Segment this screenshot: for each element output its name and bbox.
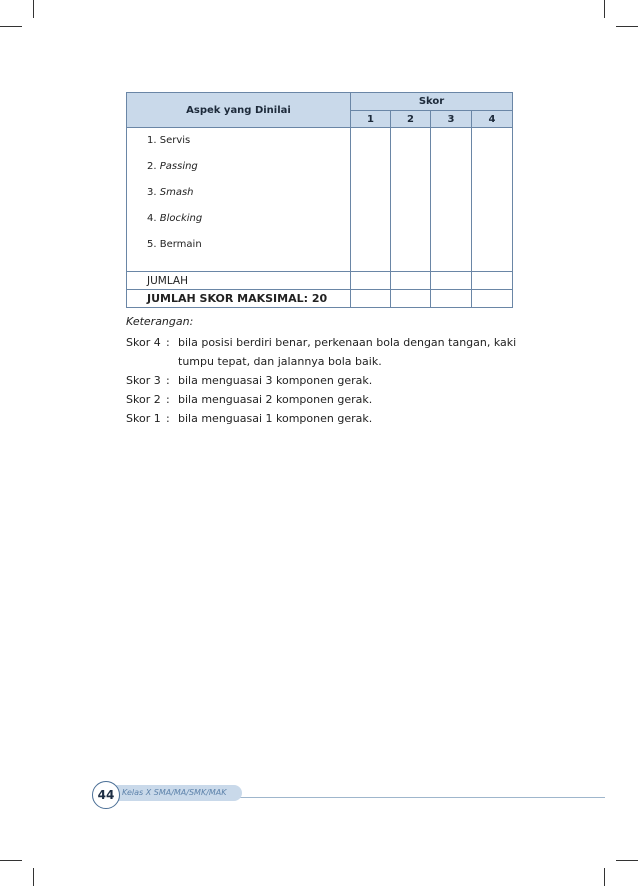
- max-total-label: JUMLAH SKOR MAKSIMAL: 20: [127, 290, 351, 308]
- aspect-item: 5. Bermain: [147, 239, 202, 250]
- aspect-header: Aspek yang Dinilai: [127, 93, 351, 128]
- note-label: Skor 4: [126, 336, 161, 349]
- crop-mark: [0, 860, 22, 861]
- total-cell[interactable]: [431, 272, 472, 290]
- max-total-cell[interactable]: [391, 290, 431, 308]
- note-row: [126, 371, 526, 390]
- note-label: Skor 3: [126, 374, 161, 387]
- note-text: bila menguasai 1 komponen gerak.: [178, 412, 373, 425]
- assessment-table: [126, 92, 513, 308]
- aspect-item: 1. Servis: [147, 135, 191, 146]
- score-cell[interactable]: [472, 128, 513, 272]
- crop-mark: [616, 860, 638, 861]
- crop-mark: [33, 868, 34, 886]
- note-text: bila menguasai 3 komponen gerak.: [178, 374, 373, 387]
- crop-mark: [616, 26, 638, 27]
- crop-mark: [0, 26, 22, 27]
- note-row: [126, 333, 526, 371]
- note-separator: :: [166, 412, 170, 425]
- total-label: JUMLAH: [127, 272, 351, 290]
- score-col-3: 3: [431, 111, 472, 128]
- score-cell[interactable]: [351, 128, 391, 272]
- crop-mark: [604, 868, 605, 886]
- max-total-cell[interactable]: [351, 290, 391, 308]
- footer-book-title: Kelas X SMA/MA/SMK/MAK: [114, 785, 242, 801]
- note-separator: :: [166, 336, 170, 349]
- score-col-4: 4: [472, 111, 513, 128]
- crop-mark: [33, 0, 34, 18]
- score-header: Skor: [351, 93, 513, 111]
- aspect-list: [127, 128, 351, 272]
- aspect-item: 3. Smash: [147, 187, 194, 198]
- note-separator: :: [166, 374, 170, 387]
- total-cell[interactable]: [351, 272, 391, 290]
- note-separator: :: [166, 393, 170, 406]
- score-cell[interactable]: [391, 128, 431, 272]
- notes-section: [126, 312, 526, 428]
- crop-mark: [604, 0, 605, 18]
- aspect-item: 4. Blocking: [147, 213, 203, 224]
- note-row: [126, 390, 526, 409]
- note-label: Skor 2: [126, 393, 161, 406]
- score-col-2: 2: [391, 111, 431, 128]
- note-text: bila menguasai 2 komponen gerak.: [178, 393, 373, 406]
- score-cell[interactable]: [431, 128, 472, 272]
- total-cell[interactable]: [391, 272, 431, 290]
- page-number: 44: [92, 781, 120, 809]
- note-label: Skor 1: [126, 412, 161, 425]
- total-cell[interactable]: [472, 272, 513, 290]
- score-col-1: 1: [351, 111, 391, 128]
- aspect-item: 2. Passing: [147, 161, 198, 172]
- note-row: [126, 409, 526, 428]
- note-text: bila posisi berdiri benar, perkenaan bola dengan tangan, kaki tumpu tepat, dan jalannya bola baik.: [178, 336, 517, 368]
- notes-title: Keterangan:: [126, 315, 194, 328]
- max-total-cell[interactable]: [431, 290, 472, 308]
- max-total-cell[interactable]: [472, 290, 513, 308]
